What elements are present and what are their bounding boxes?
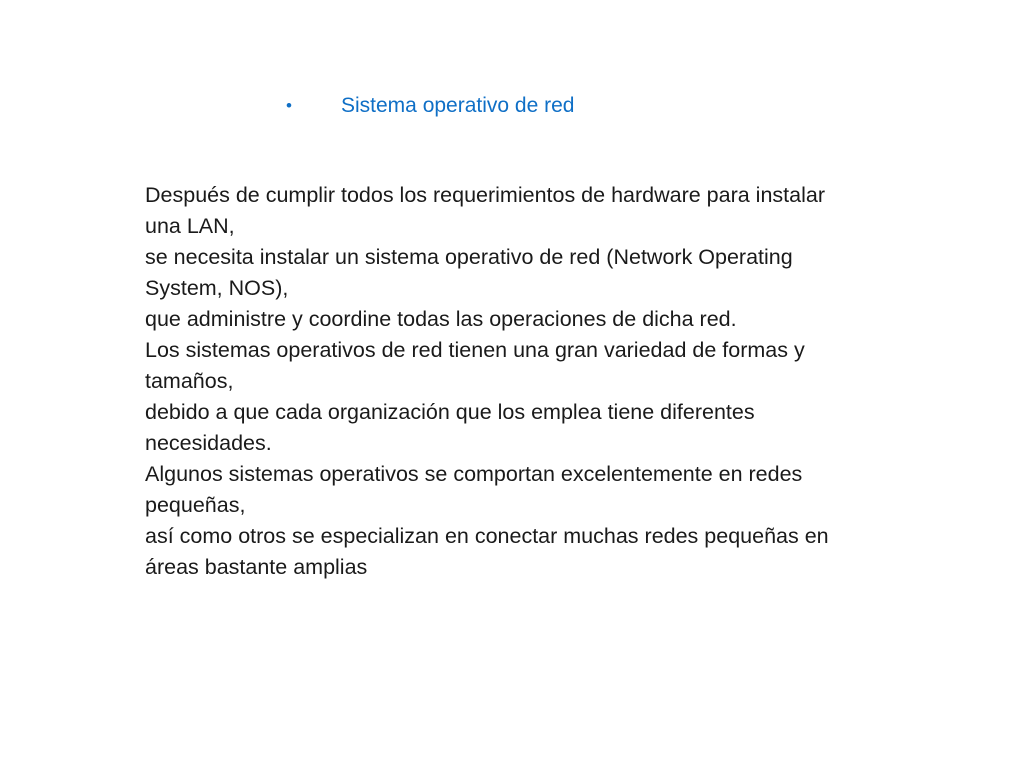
heading-bullet-item [286,88,574,122]
body-line: áreas bastante amplias [145,555,368,579]
slide-heading: Sistema operativo de red [341,93,575,117]
body-line: Algunos sistemas operativos se comportan excelentemente en redes [145,462,803,486]
body-line: Los sistemas operativos de red tienen una gran variedad de formas y [145,338,805,362]
body-line: System, NOS), [145,276,289,300]
bullet-icon: • [286,95,292,115]
body-line: pequeñas, [145,493,246,517]
body-line: una LAN, [145,214,235,238]
body-line: así como otros se especializan en conectar muchas redes pequeñas en [145,524,829,548]
body-line: que administre y coordine todas las operaciones de dicha red. [145,307,737,331]
body-line: tamaños, [145,369,234,393]
body-line: se necesita instalar un sistema operativo de red (Network Operating [145,245,793,269]
body-line: necesidades. [145,431,272,455]
body-line: debido a que cada organización que los emplea tiene diferentes [145,400,755,424]
body-paragraph [145,180,905,583]
body-line: Después de cumplir todos los requerimientos de hardware para instalar [145,183,825,207]
